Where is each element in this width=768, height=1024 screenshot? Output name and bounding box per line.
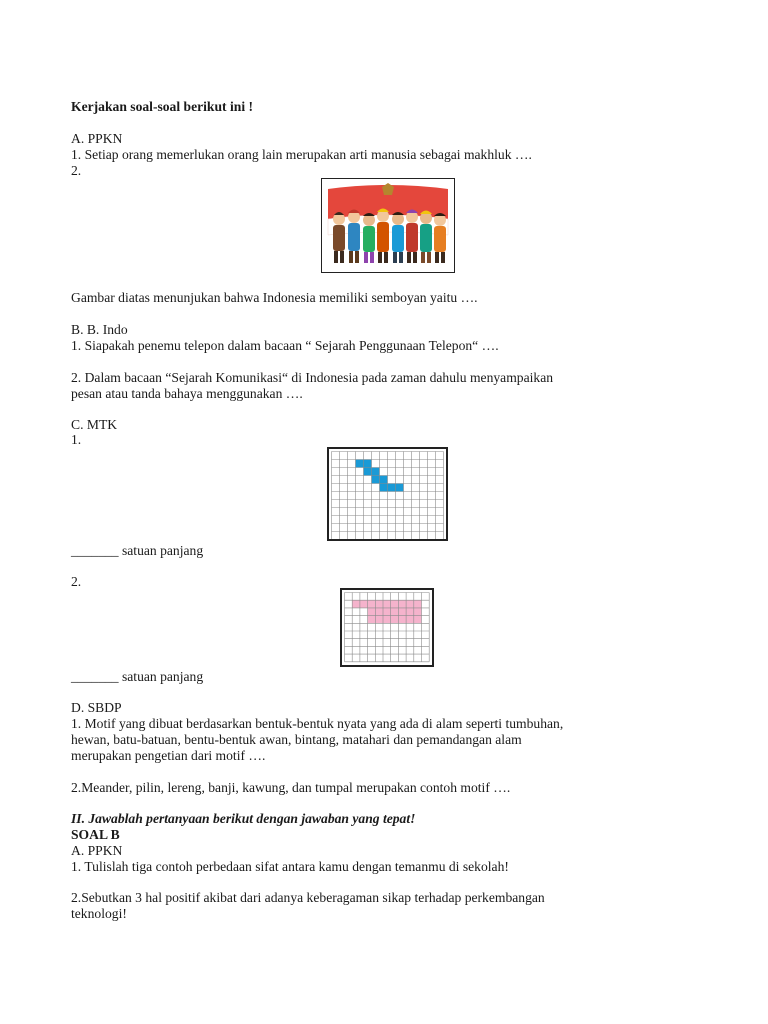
grid-filled-cell (406, 608, 414, 616)
bindo-question-2-line-1: 2. Dalam bacaan “Sejarah Komunikasi“ di Indonesia pada zaman dahulu menyampaikan (71, 370, 554, 385)
grid-filled-cell (364, 468, 372, 476)
grid-figure-2 (340, 588, 434, 667)
grid-filled-cell (388, 484, 396, 492)
child-figure-7 (420, 211, 432, 264)
grid-filled-cell (383, 608, 391, 616)
mtk-question-1-answer: _______ satuan panjang (71, 543, 204, 558)
section-title-mtk: C. MTK (71, 417, 118, 432)
grid-filled-cell (398, 616, 406, 624)
grid-filled-cell (391, 600, 399, 608)
grid-filled-cell (391, 616, 399, 624)
ppkn-question-2-text: Gambar diatas menunjukan bahwa Indonesia memiliki semboyan yaitu …. (71, 290, 478, 305)
garuda-emblem (382, 183, 394, 195)
part-2-heading: II. Jawablah pertanyaan berikut dengan jawaban yang tepat! (71, 811, 416, 826)
mtk-question-1-number: 1. (71, 432, 82, 447)
grid-filled-cell (380, 476, 388, 484)
grid-figure-1-svg (329, 449, 446, 539)
child-figure-8 (434, 213, 446, 263)
grid-filled-cell (375, 616, 383, 624)
part-2-question-2-line-2: teknologi! (71, 906, 127, 921)
sbdp-question-1-line-3: merupakan pengetian dari motif …. (71, 748, 266, 763)
grid-filled-cell (414, 616, 422, 624)
bindo-question-1: 1. Siapakah penemu telepon dalam bacaan “ Sejarah Penggunaan Telepon“ …. (71, 338, 499, 353)
grid-filled-cell (356, 460, 364, 468)
sbdp-question-1-line-1: 1. Motif yang dibuat berdasarkan bentuk-bentuk nyata yang ada di alam seperti tumbuhan, (71, 716, 564, 731)
grid-filled-cell (414, 608, 422, 616)
children-illustration-image (321, 178, 455, 273)
grid-filled-cell (375, 608, 383, 616)
bindo-question-2-line-2: pesan atau tanda bahaya menggunakan …. (71, 386, 303, 401)
grid-filled-cell (406, 616, 414, 624)
mtk-question-2-number: 2. (71, 574, 82, 589)
child-figure-2 (348, 210, 360, 264)
section-title-ppkn: A. PPKN (71, 131, 123, 146)
grid-filled-cell (368, 616, 376, 624)
grid-filled-cell (352, 600, 360, 608)
grid-filled-cell (398, 608, 406, 616)
mtk-question-2-answer: _______ satuan panjang (71, 669, 204, 684)
grid-filled-cell (383, 616, 391, 624)
grid-filled-cell (380, 484, 388, 492)
grid-filled-cell (368, 600, 376, 608)
child-figure-6 (406, 210, 418, 264)
grid-filled-cell (368, 608, 376, 616)
page-heading: Kerjakan soal-soal berikut ini ! (71, 99, 254, 114)
child-figure-3 (363, 213, 375, 263)
grid-filled-cell (360, 600, 368, 608)
part-2-section-title-ppkn: A. PPKN (71, 843, 123, 858)
grid-filled-cell (372, 468, 380, 476)
grid-filled-cell (398, 600, 406, 608)
grid-filled-cell (372, 476, 380, 484)
part-2-question-1: 1. Tulislah tiga contoh perbedaan sifat antara kamu dengan temanmu di sekolah! (71, 859, 509, 874)
ppkn-question-2-number: 2. (71, 163, 82, 178)
grid-filled-cell (406, 600, 414, 608)
section-title-sbdp: D. SBDP (71, 700, 122, 715)
children-illustration-svg (322, 179, 454, 272)
child-figure-4 (377, 209, 389, 264)
grid-filled-cell (375, 600, 383, 608)
soal-b-label: SOAL B (71, 827, 120, 842)
grid-filled-cell (364, 460, 372, 468)
grid-filled-cell (414, 600, 422, 608)
sbdp-question-2: 2.Meander, pilin, lereng, banji, kawung, dan tumpal merupakan contoh motif …. (71, 780, 511, 795)
grid-figure-1 (327, 447, 448, 541)
section-title-bindo: B. B. Indo (71, 322, 128, 337)
sbdp-question-1-line-2: hewan, batu-batuan, bentu-bentuk awan, bintang, matahari dan pemandangan alam (71, 732, 522, 747)
part-2-question-2-line-1: 2.Sebutkan 3 hal positif akibat dari adanya keberagaman sikap terhadap perkembangan (71, 890, 545, 905)
ppkn-question-1: 1. Setiap orang memerlukan orang lain merupakan arti manusia sebagai makhluk …. (71, 147, 532, 162)
child-figure-5 (392, 212, 404, 263)
grid-filled-cell (383, 600, 391, 608)
grid-filled-cell (391, 608, 399, 616)
child-figure-1 (333, 212, 345, 263)
grid-filled-cell (396, 484, 404, 492)
grid-figure-2-svg (342, 590, 432, 665)
